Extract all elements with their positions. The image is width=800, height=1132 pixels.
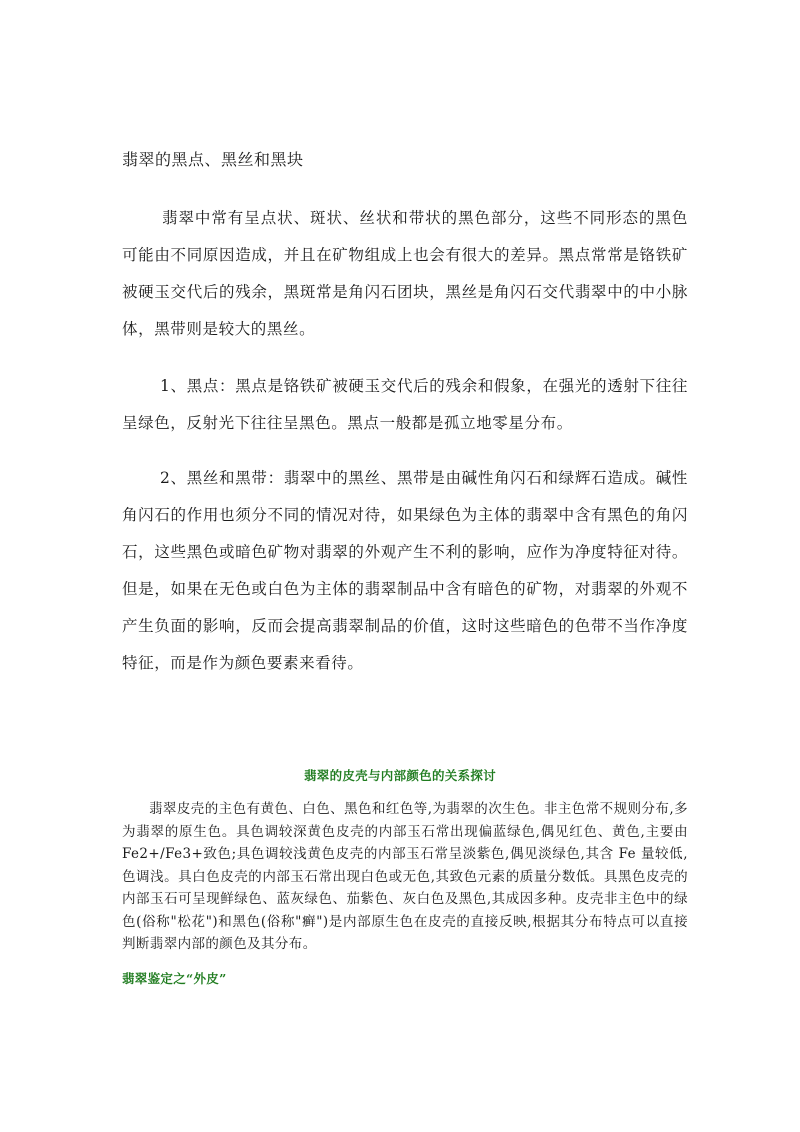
- point-2-paragraph: 2、黑丝和黑带：翡翠中的黑丝、黑带是由碱性角闪石和绿辉石造成。碱性角闪石的作用也须分不同的情况对待，如果绿色为主体的翡翠中含有黑色的角闪石，这些黑色或暗色矿物对翡翠的外观产生不利的影响，应作为净度特征对待。但是，如果在无色或白色为主体的翡翠制品中含有暗色的矿物，对翡翠的外观不产生负面的影响，反而会提高翡翠制品的价值，这时这些暗色的色带不当作净度特征，而是作为颜色要素来看待。: [122, 469, 688, 672]
- intro-paragraph: 翡翠中常有呈点状、斑状、丝状和带状的黑色部分，这些不同形态的黑色可能由不同原因造成，并且在矿物组成上也会有很大的差异。黑点常常是铬铁矿被硬玉交代后的残余，黑斑常是角闪石团块，黑丝是角闪石交代翡翠中的中小脉体，黑带则是较大的黑丝。: [122, 209, 688, 338]
- section-title-skin-color: 翡翠的皮壳与内部颜色的关系探讨: [303, 768, 496, 783]
- article-title: 翡翠的黑点、黑丝和黑块: [122, 150, 304, 169]
- skin-color-paragraph: 翡翠皮壳的主色有黄色、白色、黑色和红色等,为翡翠的次生色。非主色常不规则分布,多为翡翠的原生色。具色调较深黄色皮壳的内部玉石常出现偏蓝绿色,偶见红色、黄色,主要由 Fe2+/Fe3+致色;具色调较浅黄色皮壳的内部玉石常呈淡紫色,偶见淡绿色,其含 Fe 量较低,色调浅。具白色皮壳的内部玉石常出现白色或无色,其致色元素的质量分数低。具黑色皮壳的内部玉石可呈现鲜绿色、蓝灰绿色、茄紫色、灰白色及黑色,其成因多种。皮壳非主色中的绿色(俗称"松花")和黑色(俗称"癣")是内部原生色在皮壳的直接反映,根据其分布特点可以直接判断翡翠内部的颜色及其分布。: [122, 801, 688, 952]
- point-1-paragraph: 1、黑点：黑点是铬铁矿被硬玉交代后的残余和假象，在强光的透射下往往呈绿色，反射光下往往呈黑色。黑点一般都是孤立地零星分布。: [122, 377, 688, 432]
- section-title-outer-skin: 翡翠鉴定之“外皮”: [122, 971, 227, 986]
